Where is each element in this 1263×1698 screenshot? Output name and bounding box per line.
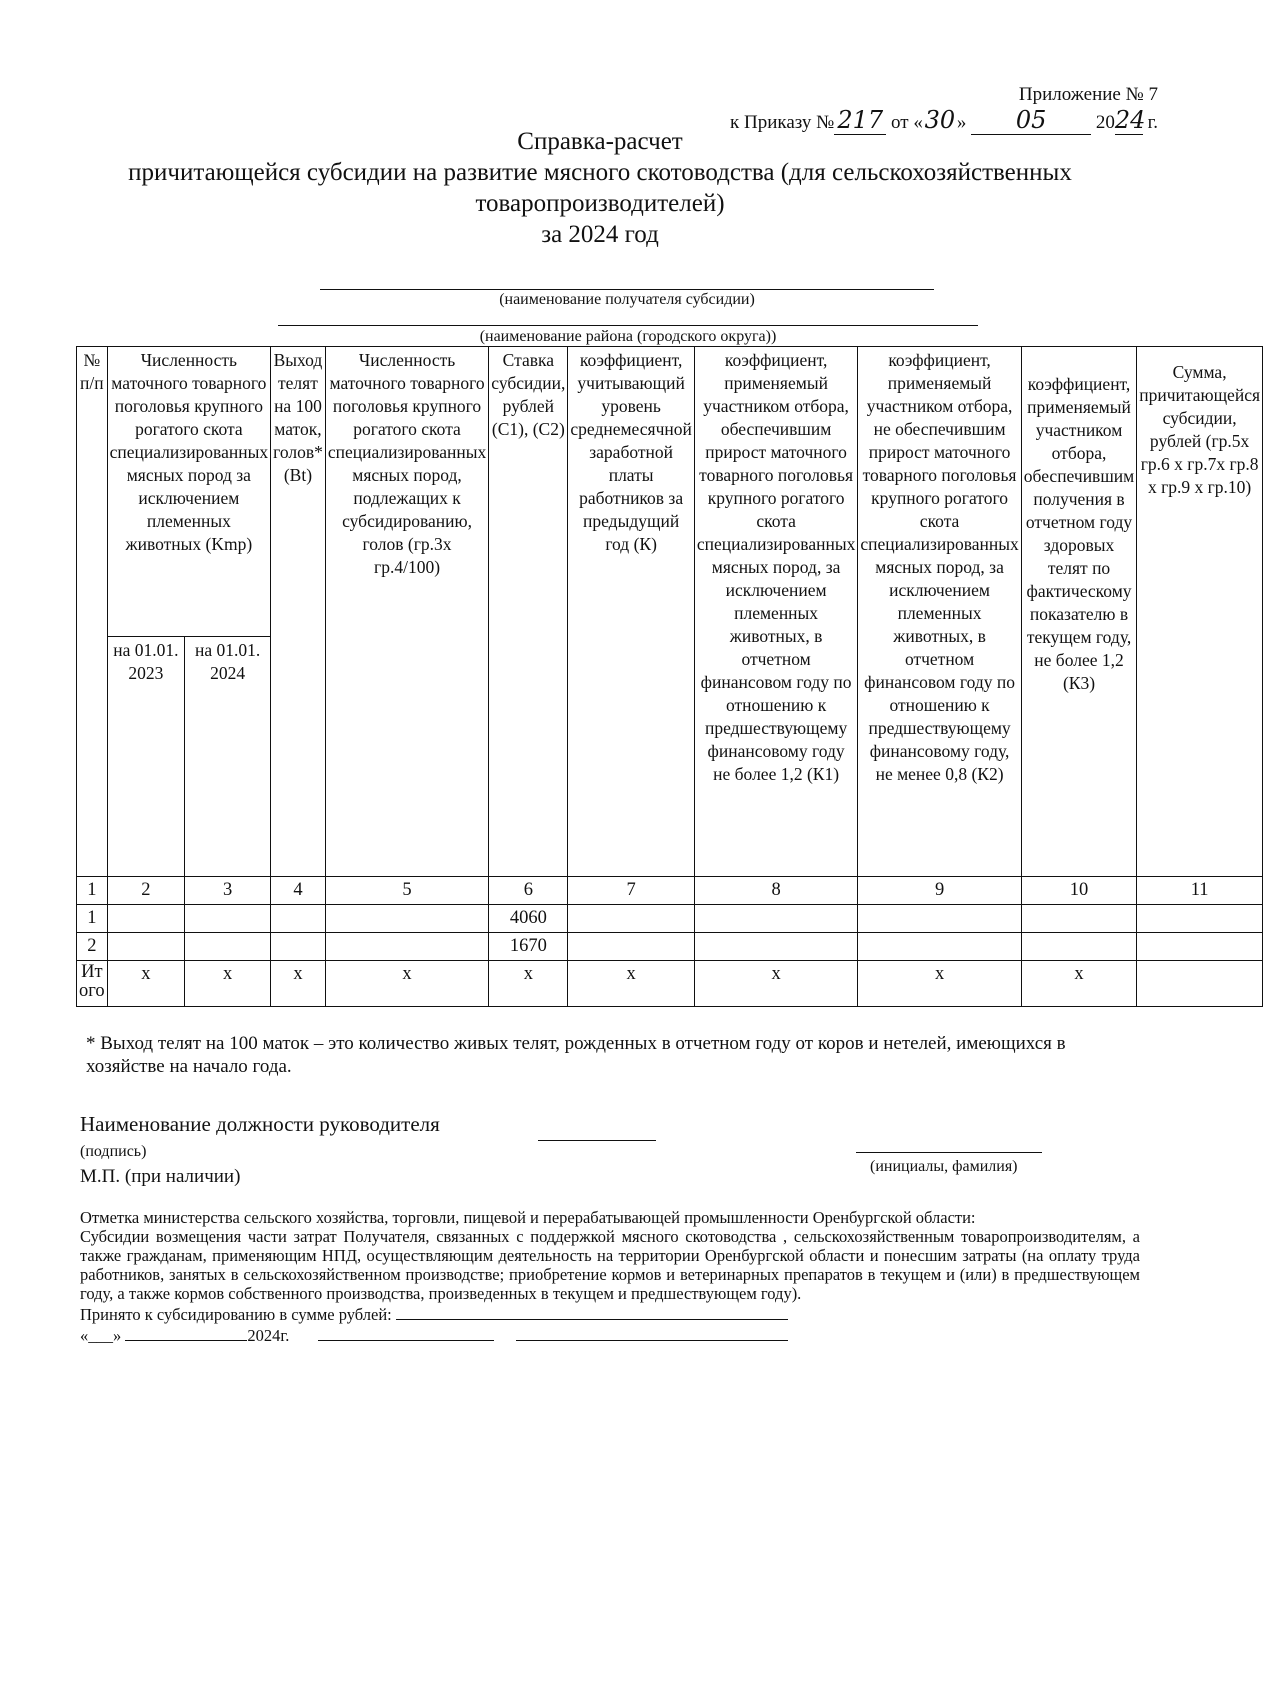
- column-number: 11: [1137, 877, 1263, 905]
- recipient-caption: (наименование получателя субсидии): [499, 291, 755, 308]
- date-row: [80, 1326, 1140, 1345]
- total-x: x: [185, 961, 271, 1007]
- order-number: 217: [834, 106, 886, 135]
- recipient-line: [320, 289, 934, 290]
- name-line: [856, 1152, 1042, 1153]
- date-year: 2024г.: [247, 1326, 290, 1345]
- order-prefix: к Приказу №: [730, 112, 835, 133]
- header-coef-k1: коэффициент, применяемый участником отбора, обеспечившим прирост маточного товарного поголовья крупного рогатого скота специализированных мясных пород, за исключением племенных животных, в отчетном финансовом году по отношению к предшествующему финансовому году не более 1,2 (К1): [694, 347, 857, 877]
- total-label: Ит ого: [77, 961, 108, 1007]
- header-coef-k3: коэффициент, применяемый участником отбора, обеспечившим получения в отчетном году здоровых телят по фактическому показателю в текущем году, не более 1,2 (К3): [1021, 347, 1136, 877]
- order-month: 05: [971, 106, 1091, 135]
- table-row: [77, 905, 1263, 933]
- title-line-3: товаропроизводителей): [475, 190, 725, 217]
- official-signature-line: [318, 1340, 494, 1341]
- header-coef-k2: коэффициент, применяемый участником отбора, не обеспечившим прирост маточного товарного поголовья крупного рогатого скота специализированных мясных пород, за исключением племенных животных, в отчетном финансовом году по отношению к предшествующему финансовому году, не менее 0,8 (К2): [858, 347, 1021, 877]
- header-subsidy-sum: Сумма, причитающейся субсидии, рублей (гр.5х гр.6 х гр.7х гр.8 х гр.9 х гр.10): [1137, 347, 1263, 877]
- total-row: [77, 961, 1263, 1007]
- header-herd-count: Численность маточного товарного поголовья крупного рогатого скота специализированных мясных пород за исключением племенных животных (Kmp): [107, 347, 270, 637]
- title-line-1: Справка-расчет: [517, 128, 683, 155]
- official-name-line: [516, 1340, 788, 1341]
- column-number-row: [77, 877, 1263, 905]
- ministry-mark-title: Отметка министерства сельского хозяйства, торговли, пищевой и перерабатывающей промышленности Оренбургской области:: [80, 1208, 976, 1227]
- ministry-mark: [80, 1208, 1140, 1345]
- total-x: x: [568, 961, 694, 1007]
- header-herd-2024: на 01.01. 2024: [185, 637, 271, 877]
- column-number: 8: [694, 877, 857, 905]
- column-number: 3: [185, 877, 271, 905]
- accepted-amount-line: [396, 1319, 788, 1320]
- header-subsidized-herd: Численность маточного товарного поголовья крупного рогатого скота специализированных мясных пород, подлежащих к субсидированию, голов (гр.3х гр.4/100): [325, 347, 488, 877]
- date-prefix: «___»: [80, 1326, 122, 1345]
- header-number: № п/п: [77, 347, 108, 877]
- subsidy-rate-value: 1670: [489, 933, 568, 961]
- document-title: [0, 126, 1200, 250]
- total-x: x: [271, 961, 326, 1007]
- district-caption: (наименование района (городского округа)): [479, 328, 777, 345]
- order-day-close: »: [956, 112, 967, 133]
- subsidy-rate-value: 4060: [489, 905, 568, 933]
- total-x: x: [1021, 961, 1136, 1007]
- ministry-mark-body: Субсидии возмещения части затрат Получателя, связанных с поддержкой мясного скотоводства , сельскохозяйственным товаропроизводителям, а также гражданам, применяющим НПД, осуществляющим деятельность на территории Оренбургской области и понесшим затраты (на оплату труда работников, занятых в сельскохозяйственном производстве; приобретение кормов и ветеринарных препаратов в текущем и (или) в предшествующем году, а также кормов собственного производства, произведенных в текущем и предшествующем году).: [80, 1227, 1140, 1303]
- footnote: * Выход телят на 100 маток – это количество живых телят, рожденных в отчетном году от коров и нетелей, имеющихся в хозяйстве на начало года.: [86, 1033, 1066, 1077]
- total-x: x: [694, 961, 857, 1007]
- row-number: 1: [77, 905, 108, 933]
- title-line-4: за 2024 год: [541, 221, 659, 248]
- column-number: 6: [489, 877, 568, 905]
- order-year-suffix: 24: [1114, 106, 1146, 134]
- header-herd-2023: на 01.01. 2023: [107, 637, 185, 877]
- column-number: 4: [271, 877, 326, 905]
- column-number: 2: [107, 877, 185, 905]
- order-year-unit: г.: [1147, 112, 1158, 133]
- row-number: 2: [77, 933, 108, 961]
- signature-line: [538, 1140, 656, 1141]
- position-label: Наименование должности руководителя: [80, 1112, 440, 1136]
- order-year-prefix: 20: [1095, 112, 1115, 133]
- signature-caption: (подпись): [80, 1143, 147, 1160]
- accepted-label: Принято к субсидированию в сумме рублей:: [80, 1305, 392, 1324]
- column-number: 7: [568, 877, 694, 905]
- column-number: 1: [77, 877, 108, 905]
- column-number: 5: [325, 877, 488, 905]
- order-from: от «: [891, 112, 923, 133]
- column-number: 9: [858, 877, 1021, 905]
- header-coef-k: коэффициент, учитывающий уровень среднемесячной заработной платы работников за предыдущий год (К): [568, 347, 694, 877]
- stamp-label: М.П. (при наличии): [80, 1166, 241, 1187]
- total-x: x: [325, 961, 488, 1007]
- accepted-row: [80, 1305, 1140, 1324]
- order-day: 30: [924, 106, 956, 134]
- table-row: [77, 933, 1263, 961]
- total-x: x: [858, 961, 1021, 1007]
- district-line: [278, 325, 978, 326]
- total-x: x: [489, 961, 568, 1007]
- name-caption: (инициалы, фамилия): [870, 1158, 1018, 1175]
- total-x: x: [107, 961, 185, 1007]
- header-subsidy-rate: Ставка субсидии, рублей (С1), (С2): [489, 347, 568, 877]
- date-month-line: [125, 1340, 247, 1341]
- calculation-table: [76, 346, 1263, 1007]
- appendix-label: Приложение № 7: [1018, 84, 1158, 105]
- title-line-2: причитающейся субсидии на развитие мясного скотоводства (для сельскохозяйственных: [128, 159, 1072, 186]
- header-calf-yield: Выход телят на 100 маток, голов* (Bt): [271, 347, 326, 877]
- column-number: 10: [1021, 877, 1136, 905]
